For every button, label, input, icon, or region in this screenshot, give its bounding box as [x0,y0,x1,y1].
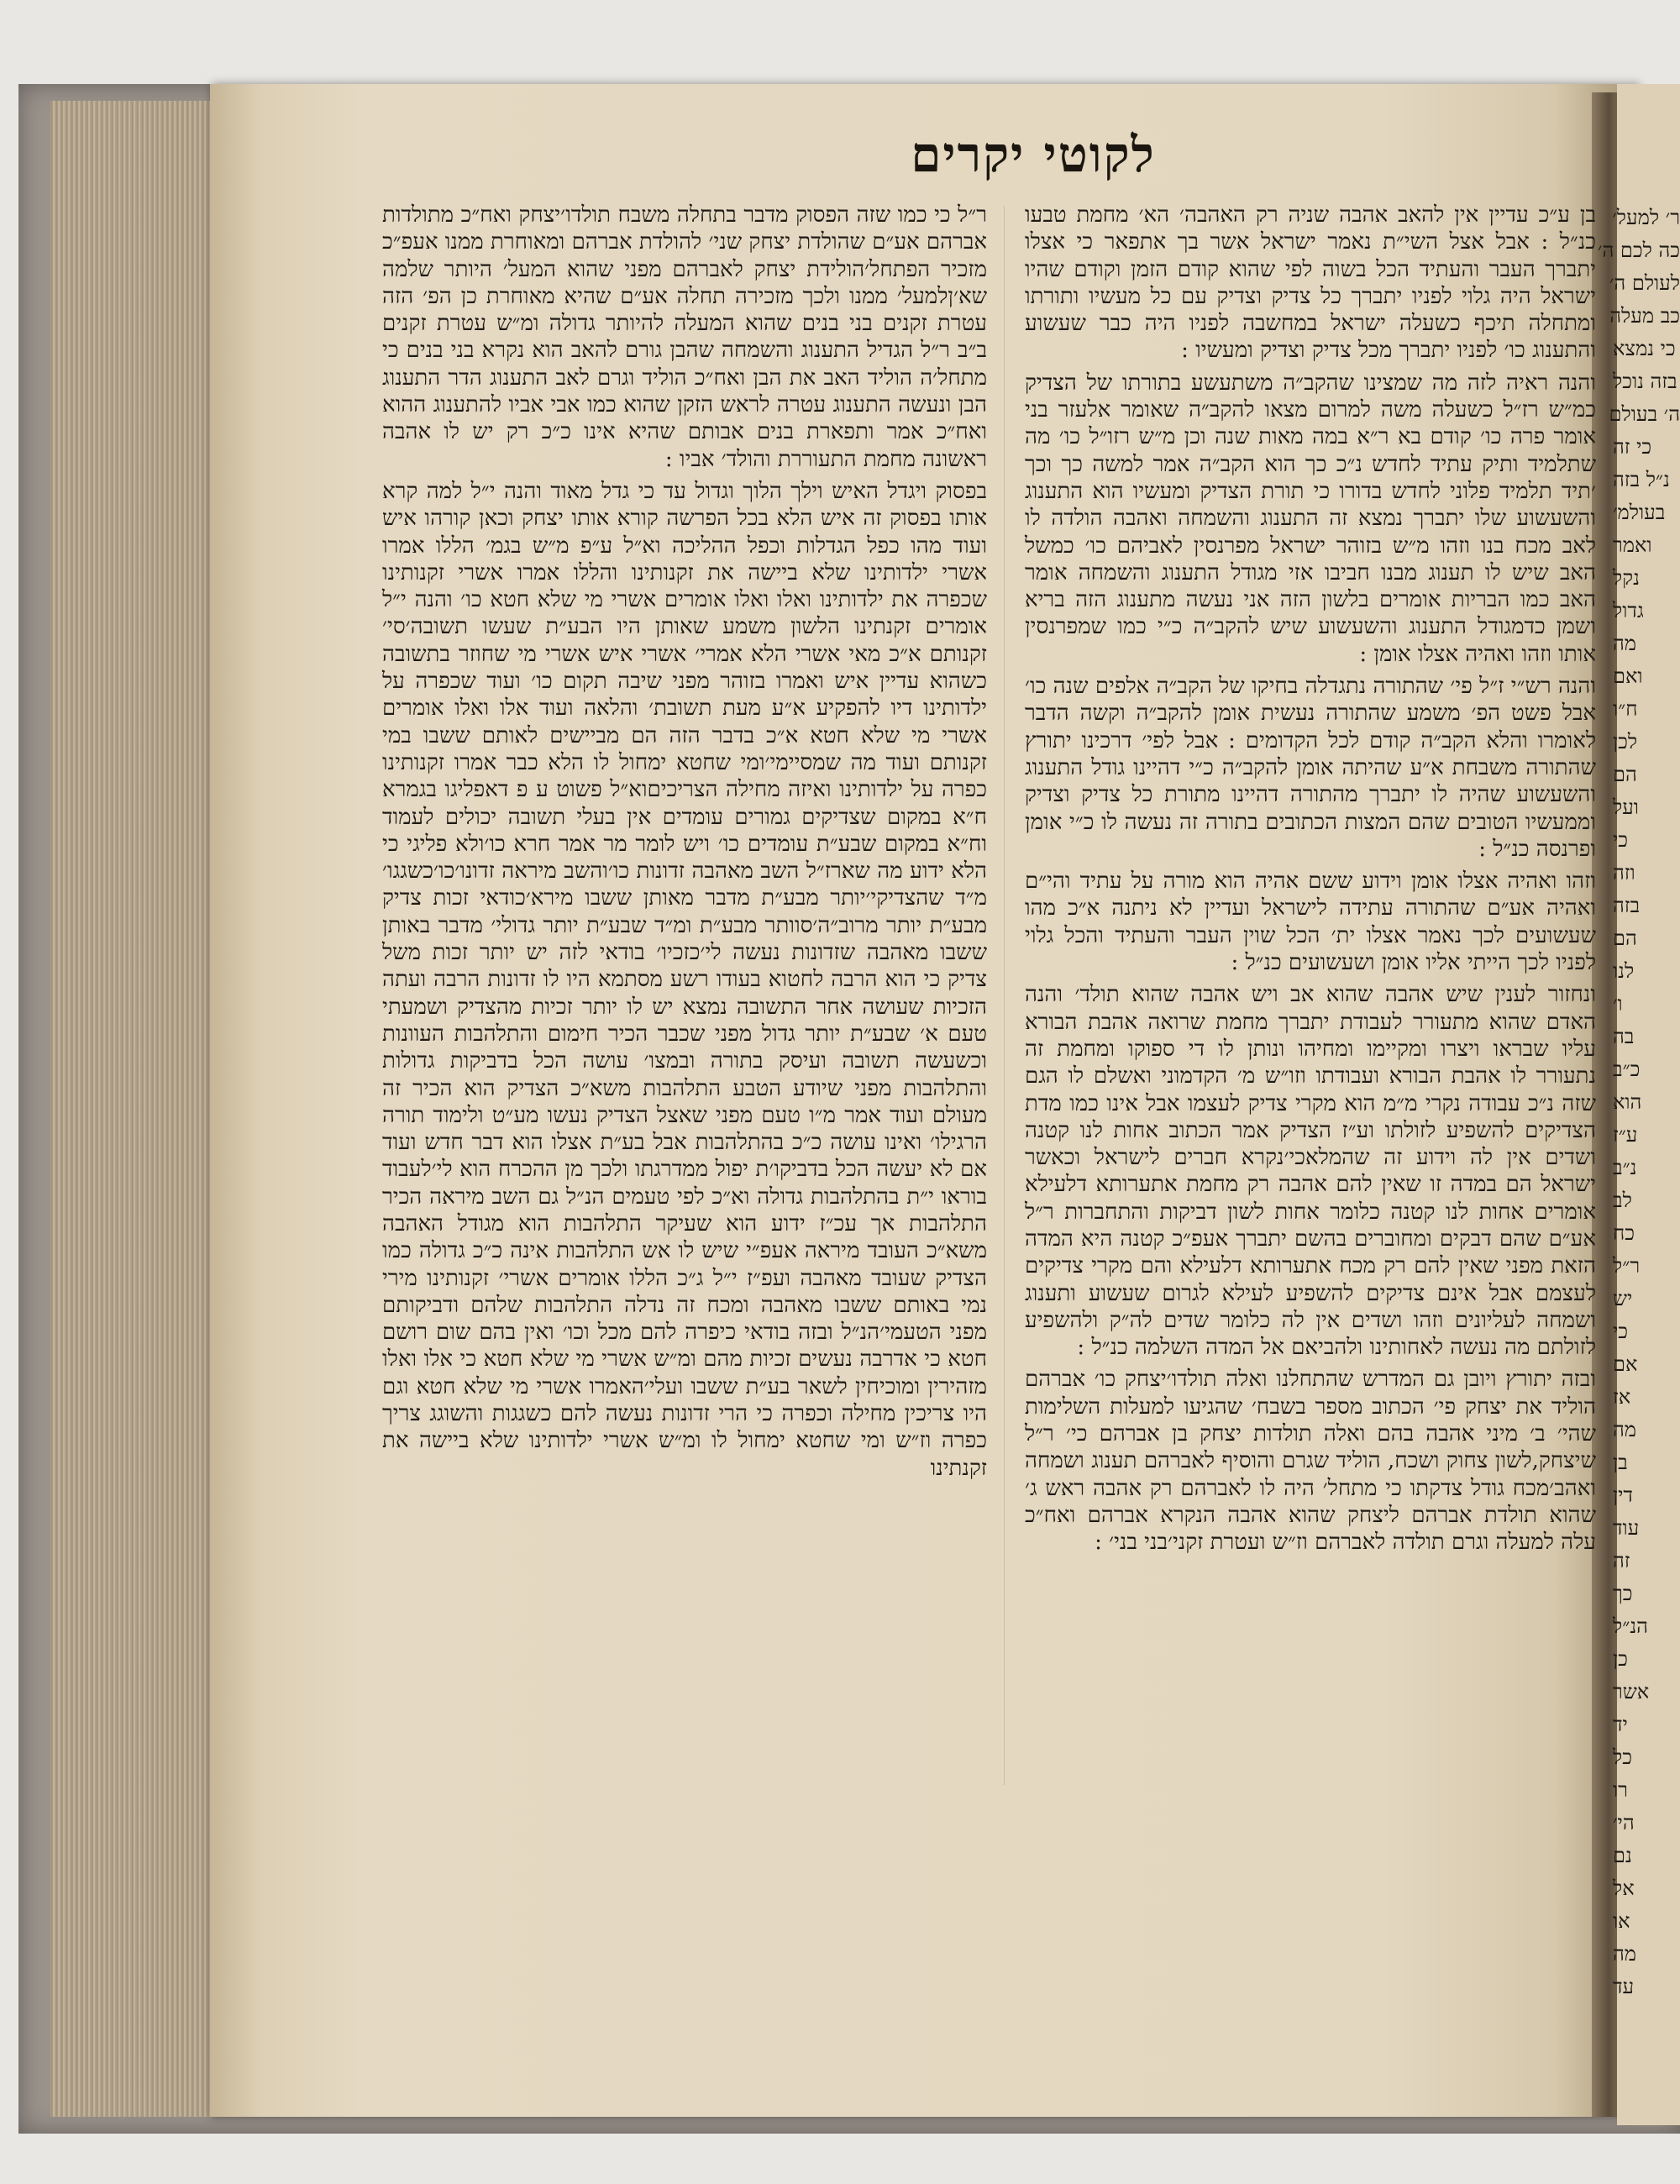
facing-page-line: הי׳ [1613,1811,1635,1835]
facing-page-line: או [1613,1909,1630,1933]
facing-page-line: כי [1613,1320,1629,1343]
facing-page-line: הם [1613,763,1637,786]
facing-page-line: רו [1613,1778,1628,1802]
facing-page-line: אז [1613,1385,1631,1409]
facing-page-line: ע״ז [1613,1123,1638,1147]
facing-page-line: מה [1613,1418,1637,1441]
facing-page-line: כי זה [1613,435,1652,459]
facing-page-line: ר״ל [1613,1254,1641,1278]
facing-page-line: ו׳ [1613,992,1623,1016]
facing-page-line: וזה [1613,861,1635,885]
paragraph: ר״ל כי כמו שזה הפסוק מדבר בתחלה משבח תולדו׳יצחק ואח״כ מתולדות אברהם אע״ם שהולדת יצחק שני׳ להולדת אברהם ומאוחרת ממנו אעפ״כ מזכיר הפתחל׳הולידת יצחק לאברהם מפני שהוא המעל׳ היותר שלמה שא׳ןלמעל׳ ממנו ולכך מזכירה תחלה אע״ם שהיא מאוחרת כן הפ׳ הזה עטרת זקנים בני בנים שהוא המעלה להיותר גדולה ומ״ש עטרת זקנים ב״ב ר״ל הגדיל התענוג והשמחה שהבן גורם להאב הוא נקרא בני בנים כי מתחל׳ה הוליד האב את הבן ואח״כ הוליד וגרם לאב התענוג הדר התענוג הבן ונעשה התענוג עטרה לראש הזקן שהוא כמו אבי אביו להתענוג ההוא ואח״כ אמר ותפארת בנים אבותם שהיא אינו כ״כ רק יש לו אהבה ראשונה מחמת התעוררת והולד׳ אביו : [381,202,987,472]
facing-page-text [1597,202,1680,2003]
facing-page-line: לנו [1613,959,1635,983]
facing-page-line: מה [1613,632,1637,655]
facing-page-line: ואמר [1613,533,1652,557]
facing-page-line: כי נמצא [1613,337,1676,360]
facing-page-line: בזה [1613,894,1641,917]
facing-page-line: כה לכם ה׳ [1597,239,1680,262]
facing-page-line: כי [1613,828,1629,852]
facing-page-line: ר׳ למעל׳ [1612,206,1680,229]
facing-page-line: כן [1613,1647,1628,1671]
paragraph: בן ע״כ עדיין אין להאב אהבה שניה רק האהבה׳ הא׳ מחמת טבעו כנ״ל : אבל אצל השי״ת נאמר ישראל אשר בך אתפאר כי אצלו יתברך העבר והעתיד הכל בשוה לפי שהוא קודם הזמן וקודם שהיו ישראל היה גלוי לפניו יתברך כל צדיק וצדיק עם כל מעשיו ותורתו ומתחלה תיכף כשעלה ישראל במחשבה לפניו היה כבר שעשוע והתענוג כו׳ לפניו יתברך מכל צדיק וצדיק ומעשיו : [1025,202,1596,364]
facing-page-line: עד [1613,1975,1635,1998]
facing-page-line: עוד [1613,1516,1640,1540]
paragraph: בפסוק ויגדל האיש וילך הלוך וגדול עד כי גדל מאוד והנה י״ל למה קרא אותו בפסוק זה איש הלא בכל הפרשה קורא אותו יצחק וכאן קורהו איש ועוד מהו כפל הגדלות וכפל ההליכה וא״ל ע״פ מ״ש בגמ׳ הללו אמרו אשרי ילדותינו שלא ביישה את זקנותינו והללו אמרו אשרי זקנותינו שכפרה את ילדותינו ואלו ואלו אומרים אשרי מי שלא חטא כו׳ והנה י״ל אומרים זקנתינו הלשון משמע שאותן היו הבע״ת שעשו תשובה׳סי׳ זקנותם א״כ מאי אשרי הלא אמרי׳ אשרי איש אשרי מי שחוזר בתשובה כשהוא עדיין איש ואמרו בזוהר מפני שיבה תקום כו׳ ועוד שכפרה על ילדותינו דיו להפקיע א״ע מעת תשובת׳ והלאה ועוד אלו ואלו אומרים אשרי מי שלא חטא א״כ בדבר הזה הם מביישים לאותם ששבו במי זקנותם ועוד מה שמסיימי׳ומי שחטא ימחול לו הלא כבר אמרו זקנותינו כפרה על ילדותינו ואיזה מחילה הצריכיםוא״ל פשוט ע פ דאפליגו בגמרא ח״א במקום שצדיקים גמורים עומדים אין בעלי תשובה יכולים לעמוד וח״א במקום שבע״ת עומדים כו׳ ויש לומר מר אמר חרא כו׳ולא פליגי כי הלא ידוע מה שארז״ל השב מאהבה זדונות כו׳והשב מיראה זדונו׳כו׳כשגגו׳ מ״ד שהצדיקי׳יותר מבע״ת מדבר מאותן ששבו מירא׳כודאי זכות צדיק מבע״ת יותר מרוב״ה׳סוותר מבע״ת ומ״ד שבע״ת יותר גדולי׳ מדבר באותן ששבו מאהבה שזדונות נעשה לי׳כזכיו׳ בודאי לזה יש יותר זכות משל צדיק כי הוא הרבה לחטוא בעודו רשע מסתמא היו לו זדונות הרבה ועתה הזכיות שעושה אחר התשובה נמצא יש לו יותר זכיות מהצדיק ושמעתי טעם א׳ שבע״ת יותר גדול מפני שכבר הכיר חימום והתלהבות העוונות וכשעשה תשובה ועיסק בתורה ובמצו׳ עושה הכל בדביקות גדולות והתלהבות מפני שיודע הטבע התלהבות משא״כ הצדיק הוא הכיר זה מעולם ועוד אמר מ״ו טעם מפני שאצל הצדיק נעשו מע״ט ולימוד תורה הרגילו׳ ואינו עושה כ״כ בהתלהבות אבל בע״ת אצלו הוא דבר חדש ועוד אם לא יעשה הכל בדביקו׳ת יפול ממדרגתו ולכך מן ההכרח הוא לי׳לעבוד בוראו י״ת בהתלהבות גדולה וא״כ לפי טעמים הנ״ל גם השב מיראה הכיר התלהבות אך עכ״ז ידוע הוא שעיקר התלהבות הוא מגודל האהבה משא״כ העובד מיראה אעפ״י שיש לו אש התלהבות אינה כ״כ גדולה כמו הצדיק שעובד מאהבה ועפ״ז י״ל ג״כ הללו אומרים אשרי׳ זקנותינו מירי נמי באותם ששבו מאהבה ומכח זה נדלה התלהבות שלהם ודביקותם מפני הטעמי׳הנ״ל ובזה בודאי כיפרה להם מכל וכו׳ ואין בהם שום רושם חטא כי אדרבה נעשים זכיות מהם ומ״ש אשרי מי שלא חטא כי אלו ואלו מזהירין ומוכיחין לשאר בע״ת ששבו ועלי׳האמרו אשרי מי שלא חטא וגם היו צריכין מחילה וכפרה כי הרי זדונות נעשה להם כשגגות והשוגג צריך כפרה וז״ש ומי שחטא ימחול לו ומ״ש אשרי ילדותינו שלא ביישה את זקנתינו [382,478,987,1481]
facing-page-line: ואם [1613,664,1643,688]
facing-page-line: הנ״ל [1613,1614,1648,1638]
facing-page-line: ח״ו [1613,697,1638,721]
facing-page-line: נם [1613,1844,1632,1867]
page-edges [50,101,218,2117]
paragraph: והנה רש״י ז״ל פי׳ שהתורה נתגדלה בחיקו של הקב״ה אלפים שנה כו׳ אבל פשט הפ׳ משמע שהתורה נעשית אומן להקב״ה וקשה הדבר לאומרו והלא הקב״ה קודם לכל הקדומים : אבל לפי׳ דרכינו יתורץ שהתורה משבחת א״ע שהיתה אומן להקב״ה כ״י דהיינו גודל התענוג והשעשוע שהיה לו יתברך מהתורה דהיינו מתורת כל צדיק וצדיק וממעשיו הטובים שהם המצות הכתובים בתורה זה נעשה לו כ״י אומן ופרנסה כנ״ל : [1025,674,1596,862]
facing-page-line: מה [1613,1942,1637,1966]
facing-page-line: כך [1613,1582,1633,1605]
facing-page-line: הם [1613,927,1637,950]
facing-page-line: זה [1613,1549,1630,1572]
facing-page-line: בה [1613,1025,1635,1048]
facing-page-line: לב [1613,1189,1632,1212]
running-title: לקוטי יקרים [911,126,1156,183]
facing-page-line: אל [1613,1877,1635,1900]
paragraph: והנה ראיה לזה מה שמצינו שהקב״ה משתעשע בתורתו של הצדיק כמ״ש רז״ל כשעלה משה למרום מצאו להקב״ה שאומר אלעזר בני אומר פרה כו׳ קודם בא ר״א במה מאות שנה וכן מ״ש רזו״ל כו׳ מה שתלמיד ותיק עתיד לחדש נ״כ כך הוא הקב״ה אמר למשה כך וכך ׳תיד תלמיד פלוני לחדש בדורו כי תורת הצדיק ומעשיו הוא התענוג והשעשוע שלו יתברך נמצא זה התענוג והשמחה ואהבה הולדה לו לאב מכח בנו וזהו מ״ש בזוהר ישראל מפרנסין לאביהם כו׳ כמשל האב שיש לו תענוג מבנו חביבו אזי מגודל התענוג והשמחה אומר האב כמו הבריות אומרים בלשון הזה אני נעשה מתענוג הזה בריא ושמן כדמגודל התענוג והשעשוע שיש להקב״ה כ״י כמו שמפרנסין אותו וזהו ואהיה אצלו אומן : [1025,370,1596,667]
paragraph: ונחזור לענין שיש אהבה שהוא אב ויש אהבה שהוא תולד׳ והנה האדם שהוא מתעורר לעבודת יתברך מחמת שרואה אהבת הבורא עליו שבראו ויצרו ומקיימו ומחיהו ונותן לו די ספוקו ומחמת זה נתעורר לו אהבת הבורא ועבודתו וזו״ש מ׳ הקדמוני ואשלם לו הגם שזה נ״כ עבודה נקרי מ״מ הוא מקרי צדיק לעצמו אבל אינו כמו מדת הצדיקים להשפיע לזולתו וע״ז הצדיק אמר הכתוב אחות לנו קטנה ושדים אין לה וידוע זה שהמלאכי׳נקרא חברים לישראל וכאשר ישראל הם במדה זו שאין להם אהבה רק מחמת אתערותא דלעילא אומרים אחות לנו קטנה כלומר אחות לשון דביקות והתחברות ר״ל אע״ם שהם דבקים ומחוברים בהשם יתברך אעפ״כ קטנה היא המדה הזאת מפני שאין להם רק מכח אתערותא דלעילא והם מקרי צדיקים לעצמם אבל אינם צדיקים להשפיע לעילא לגרום שעשוע ותענוג ושמחה לעליונים וזהו ושדים אין לה כלומר שדים לה״ק ולהשפיע לזולתם מה נעשה לאחותינו ולהביאם אל המדה השלמה כנ״ל : [1025,982,1596,1361]
facing-page-line: לכן [1613,730,1638,753]
facing-page-line: לעולם ה׳ [1609,271,1680,295]
facing-page-line: נ״ב [1613,1156,1637,1179]
facing-page-line: דין [1613,1483,1633,1507]
facing-page-line: בזה נוכל [1613,370,1677,393]
facing-page-line: בעולמ׳ [1613,501,1666,524]
facing-page-line: כב מעלה [1609,304,1680,328]
facing-page-line: ועל [1613,795,1639,819]
facing-page-line: הוא [1613,1090,1642,1114]
column-divider [1004,206,1005,1785]
left-text-column [382,202,987,1487]
facing-page-line: נקל [1613,566,1640,590]
paragraph: ובזה יתורץ ויובן גם המדרש שהתחלנו ואלה תולדו׳יצחק כו׳ אברהם הוליד את יצחק פי׳ הכתוב מספר בשבח׳ שהגיעו למעלות השלימות שהי׳ ב׳ מיני אהבה בהם ואלה תולדות יצחק בן אברהם כי׳ ר״ל שיצחק,לשון צחוק ושכח, הוליד שגרם והוסיף לאברהם תענוג ושמחה ואהב׳מכח גודל צדקתו כי מתחל׳ היה לו לאברהם רק אהבה ראש ג׳ שהוא תולדת אברהם ליצחק שהוא אהבה הנקרא אברהם ואח״כ עלה למעלה וגרם תולדה לאברהם וז״ש ועטרת זקני׳בני בני׳ : [1025,1367,1597,1556]
facing-page-line: אם [1613,1352,1638,1376]
facing-page-line: כל [1613,1746,1632,1769]
paragraph: וזהו ואהיה אצלו אומן וידוע ששם אהיה הוא מורה על עתיד והי״ם ואהיה אע״ם שהתורה עתידה לישראל ועדיין לא ניתנה א״כ מהו שעשועים לכך נאמר אצלו ית׳ הכל שוין העבר והעתיד והכל גלוי לפניו לכך הייתי אליו אומן ושעשועים כנ״ל : [1025,869,1596,976]
facing-page-line: בן [1613,1451,1628,1474]
facing-page-line: יש [1613,1287,1633,1310]
facing-page-line: נ״ל בזה [1613,468,1670,491]
facing-page-line: ה׳ בעולם [1609,402,1680,426]
facing-page-line: אשר [1613,1680,1650,1704]
right-text-column [1025,202,1596,1562]
facing-page-line: יד [1613,1713,1628,1736]
facing-page-line: כ״ב [1613,1058,1641,1081]
facing-page-line: גדול [1613,599,1644,622]
facing-page-line: כח [1613,1221,1635,1245]
